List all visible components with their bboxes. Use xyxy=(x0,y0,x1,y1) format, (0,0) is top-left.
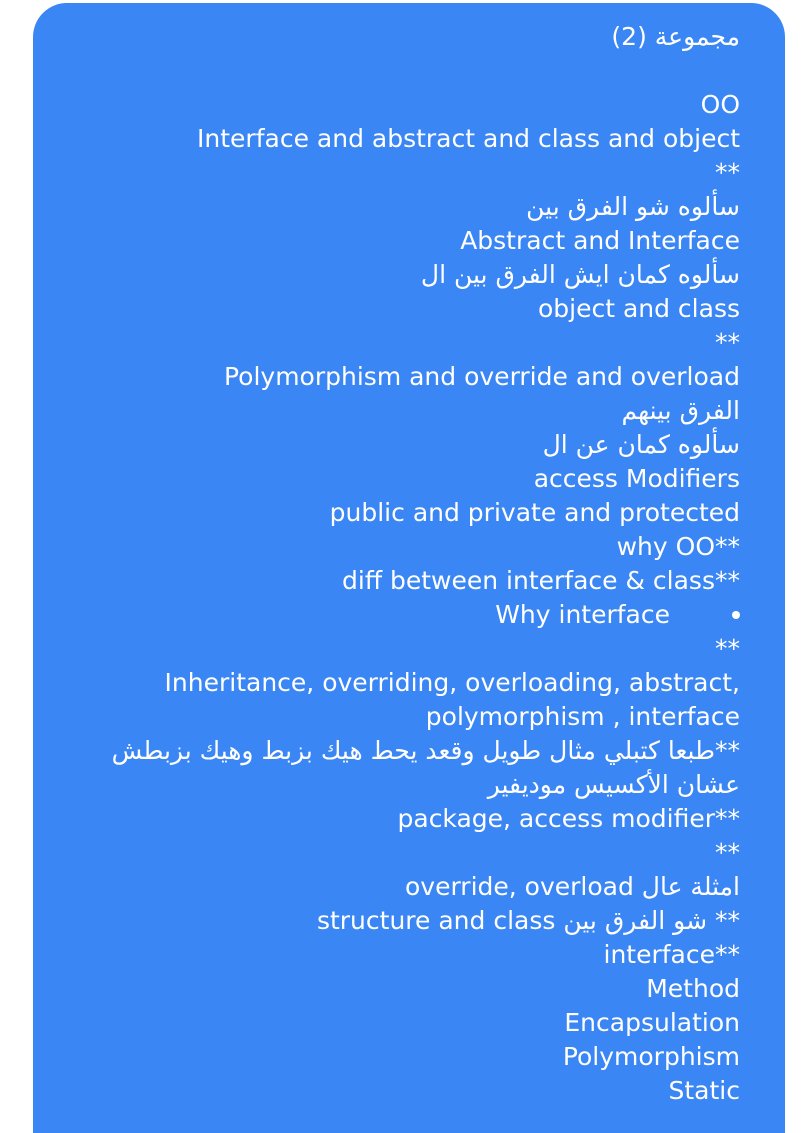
bullet-line xyxy=(20,598,740,632)
message-line: Method xyxy=(646,974,740,1003)
message-line: public and private and protected xyxy=(329,498,740,527)
message-line: Static xyxy=(668,1076,740,1105)
message-line: الفرق بينهم xyxy=(621,396,740,425)
message-line: interface** xyxy=(603,940,740,969)
message-line: why OO** xyxy=(616,532,740,561)
message-line: عشان الأكسيس موديفير xyxy=(487,770,740,799)
message-line xyxy=(20,54,740,88)
message-line: ** xyxy=(715,328,740,357)
message-line: امثلة عال override, overload xyxy=(404,872,740,901)
message-line: Polymorphism and override and overload xyxy=(223,362,740,391)
message-line: **طبعا كتبلي مثال طويل وقعد يحط هيك بزبط وهيك بزبطش xyxy=(111,736,740,765)
message-line: ** xyxy=(715,158,740,187)
message-line: package, access modifier** xyxy=(397,804,740,833)
message-line: Inheritance, overriding, overloading, abstract, xyxy=(164,668,740,697)
message-line: diff between interface & class** xyxy=(342,566,740,595)
message-line: Encapsulation xyxy=(564,1008,740,1037)
message-line: ** xyxy=(715,634,740,663)
message-line: Interface and abstract and class and object xyxy=(197,124,740,153)
message-bubble[interactable] xyxy=(33,3,785,1133)
message-line: سألوه كمان عن ال xyxy=(542,430,740,459)
message-line: ** xyxy=(715,838,740,867)
bullet-dot-icon xyxy=(732,611,740,619)
message-line: سألوه كمان ايش الفرق بين ال xyxy=(420,260,740,289)
message-line: OO xyxy=(700,90,740,119)
message-line: polymorphism , interface xyxy=(425,702,740,731)
message-line: Polymorphism xyxy=(562,1042,740,1071)
message-text xyxy=(20,20,740,1108)
message-line: سألوه شو الفرق بين xyxy=(526,192,740,221)
message-line: مجموعة (2) xyxy=(611,22,740,51)
message-line: ** شو الفرق بين structure and class xyxy=(316,906,740,935)
bullet-line-text: Why interface xyxy=(495,600,670,629)
message-line: access Modifiers xyxy=(533,464,740,493)
message-line: object and class xyxy=(537,294,740,323)
message-line: Abstract and Interface xyxy=(460,226,740,255)
